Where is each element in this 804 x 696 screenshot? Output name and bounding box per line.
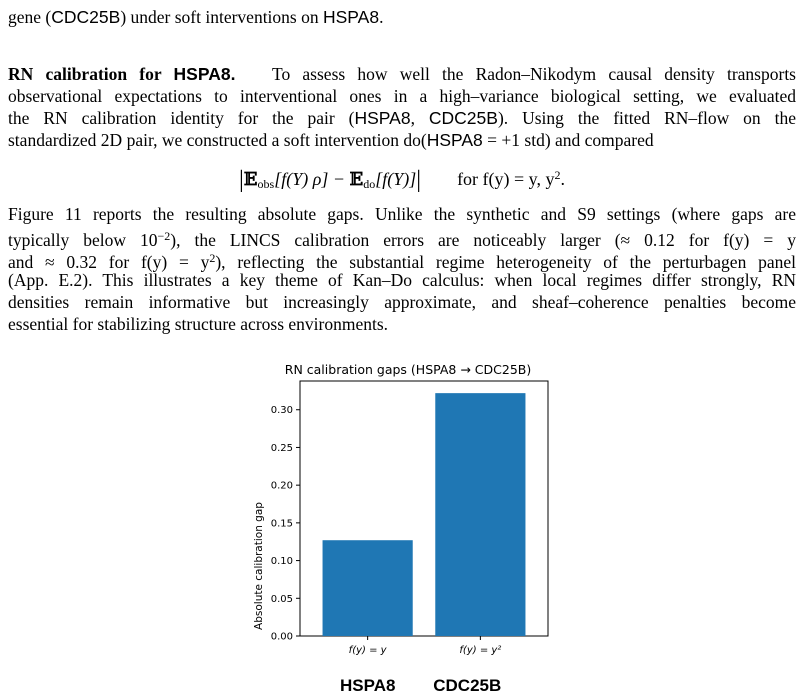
y-axis-label: Absolute calibration gap (253, 502, 265, 630)
x-tick-label: f(y) = y² (459, 645, 502, 656)
cut-off-caption: HSPA8 CDC25B (340, 676, 502, 695)
paragraph-line: essential for stabilizing structure across environments. (8, 314, 389, 334)
gene-name: HSPA8 (322, 7, 380, 27)
bar (323, 540, 413, 636)
y-tick-label: 0.10 (270, 556, 293, 568)
y-tick-label: 0.30 (270, 405, 293, 417)
paragraph-line: RN calibration for HSPA8. To assess how well the Radon–Nikodym causal density transports (8, 64, 796, 84)
paragraph-line: the RN calibration identity for the pair (HSPA8, CDC25B). Using the fitted RN–flow on the (8, 108, 796, 128)
y-tick-label: 0.20 (270, 480, 293, 492)
bar (435, 393, 525, 636)
y-tick-label: 0.00 (270, 631, 293, 643)
calibration-equation: |𝔼$_{obs}$[f(Y) ρ] − 𝔼$_{do}$[f(Y)]| for f(y) = y, $y^2$. (238, 167, 566, 193)
intro-line: gene (CDC25B) under soft interventions on HSPA8. (8, 7, 384, 27)
y-tick-label: 0.25 (270, 442, 293, 454)
paragraph-line: observational expectations to interventional ones in a high–variance biological setting, we evaluated (8, 86, 796, 106)
y-tick-label: 0.15 (270, 518, 293, 530)
y-tick-label: 0.05 (270, 593, 293, 605)
bar-chart-svg (240, 355, 570, 684)
paragraph-line: (App. E.2). This illustrates a key theme of Kan–Do calculus: when local regimes differ strongly, RN (8, 270, 796, 290)
paragraph-line: Figure 11 reports the resulting absolute gaps. Unlike the synthetic and S9 settings (where gaps are (8, 204, 796, 224)
paragraph-line: densities remain informative but increasingly approximate, and sheaf–coherence penalties become (8, 292, 796, 312)
paragraph-line: and ≈ 0.32 for $f(y) = y^2$), reflecting the substantial regime heterogeneity of the perturbagen panel (8, 251, 796, 272)
x-tick-label: f(y) = y (348, 645, 387, 656)
paragraph-line: standardized 2D pair, we constructed a soft intervention do(HSPA8 = +1 std) and compared (8, 130, 654, 150)
gene-name: CDC25B (51, 7, 121, 27)
intro-text: gene ( (8, 7, 52, 27)
calibration-chart (240, 355, 570, 684)
chart-title: RN calibration gaps (HSPA8 → CDC25B) (284, 362, 532, 377)
paragraph-line: typically below $10^{-2}$), the LINCS calibration errors are noticeably larger (≈ 0.12 for f(y) = y (8, 229, 796, 250)
section-heading: RN calibration for HSPA8. (8, 64, 236, 84)
intro-text: ) under soft interventions on (120, 7, 323, 27)
